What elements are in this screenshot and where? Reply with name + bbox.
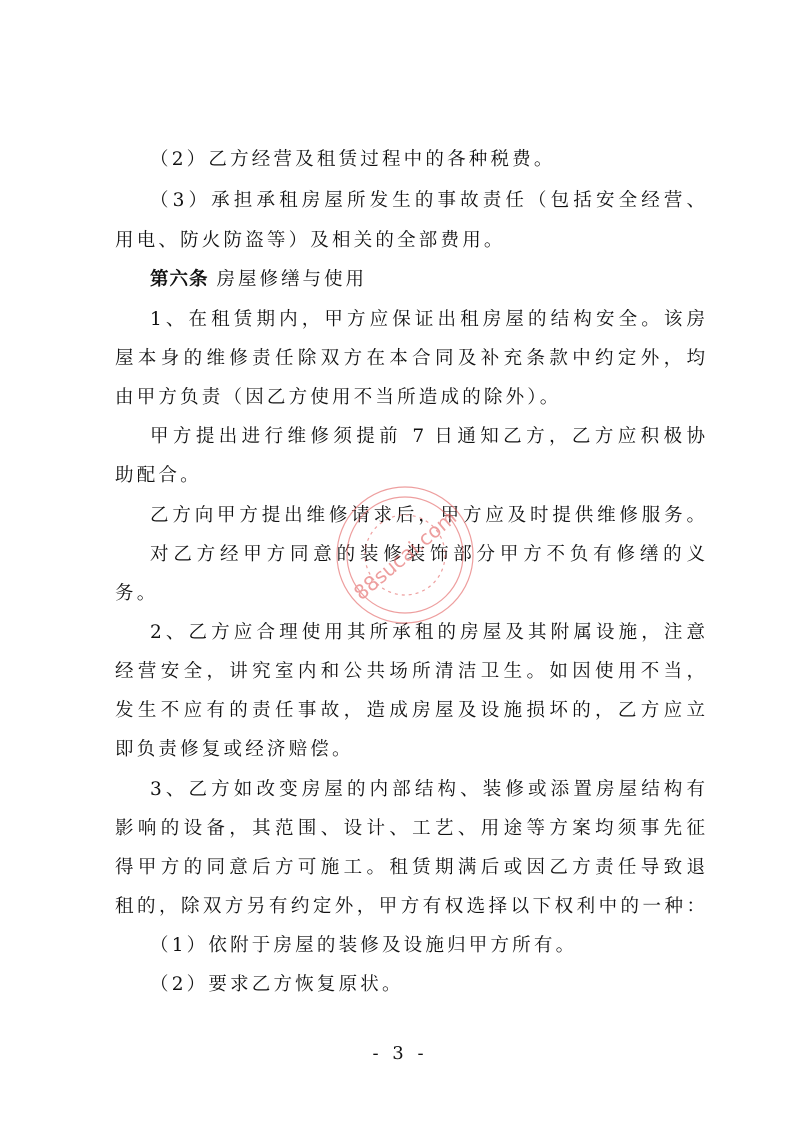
paragraph-line: （2）乙方经营及租赁过程中的各种税费。 bbox=[150, 149, 556, 170]
paragraph-line: 即负责修复或经济赔偿。 bbox=[115, 739, 354, 760]
paragraph-line: 2、乙方应合理使用其所承租的房屋及其附属设施，注意 bbox=[150, 622, 705, 643]
paragraph-line: 1、在租赁期内，甲方应保证出租房屋的结构安全。该房 bbox=[150, 309, 705, 330]
watermark-text: 88sucai.com bbox=[348, 505, 462, 605]
paragraph-line: （1）依附于房屋的装修及设施归甲方所有。 bbox=[150, 935, 578, 956]
page-number: - 3 - bbox=[372, 1043, 428, 1064]
paragraph-line: （2）要求乙方恢复原状。 bbox=[150, 974, 404, 995]
paragraph-line: 对乙方经甲方同意的装修装饰部分甲方不负有修缮的义 bbox=[150, 544, 705, 565]
paragraph-line: （3）承担承租房屋所发生的事故责任（包括安全经营、 bbox=[150, 190, 705, 211]
paragraph-line: 务。 bbox=[115, 583, 159, 604]
paragraph-line: 屋本身的维修责任除双方在本合同及补充条款中约定外，均 bbox=[115, 348, 705, 369]
paragraph-line: 甲方提出进行维修须提前 7 日通知乙方，乙方应积极协 bbox=[150, 426, 705, 447]
paragraph-line: 影响的设备，其范围、设计、工艺、用途等方案均须事先征 bbox=[115, 818, 705, 839]
paragraph-line: 租的，除双方另有约定外，甲方有权选择以下权利中的一种： bbox=[115, 896, 705, 917]
paragraph-line: 由甲方负责（因乙方使用不当所造成的除外）。 bbox=[115, 387, 562, 408]
paragraph-line: 得甲方的同意后方可施工。租赁期满后或因乙方责任导致退 bbox=[115, 857, 705, 878]
article-number: 第六条 bbox=[150, 269, 209, 290]
paragraph-line: 乙方向甲方提出维修请求后，甲方应及时提供维修服务。 bbox=[150, 505, 705, 526]
paragraph-line: 3、乙方如改变房屋的内部结构、装修或添置房屋结构有 bbox=[150, 779, 705, 800]
paragraph-line: 经营安全，讲究室内和公共场所清洁卫生。如因使用不当， bbox=[115, 661, 705, 682]
paragraph-line: 助配合。 bbox=[115, 465, 202, 486]
section-heading bbox=[150, 268, 705, 292]
paragraph-line: 用电、防火防盗等）及相关的全部费用。 bbox=[115, 230, 506, 251]
paragraph-line: 发生不应有的责任事故，造成房屋及设施损坏的，乙方应立 bbox=[115, 700, 705, 721]
article-title: 房屋修缮与使用 bbox=[216, 269, 368, 290]
